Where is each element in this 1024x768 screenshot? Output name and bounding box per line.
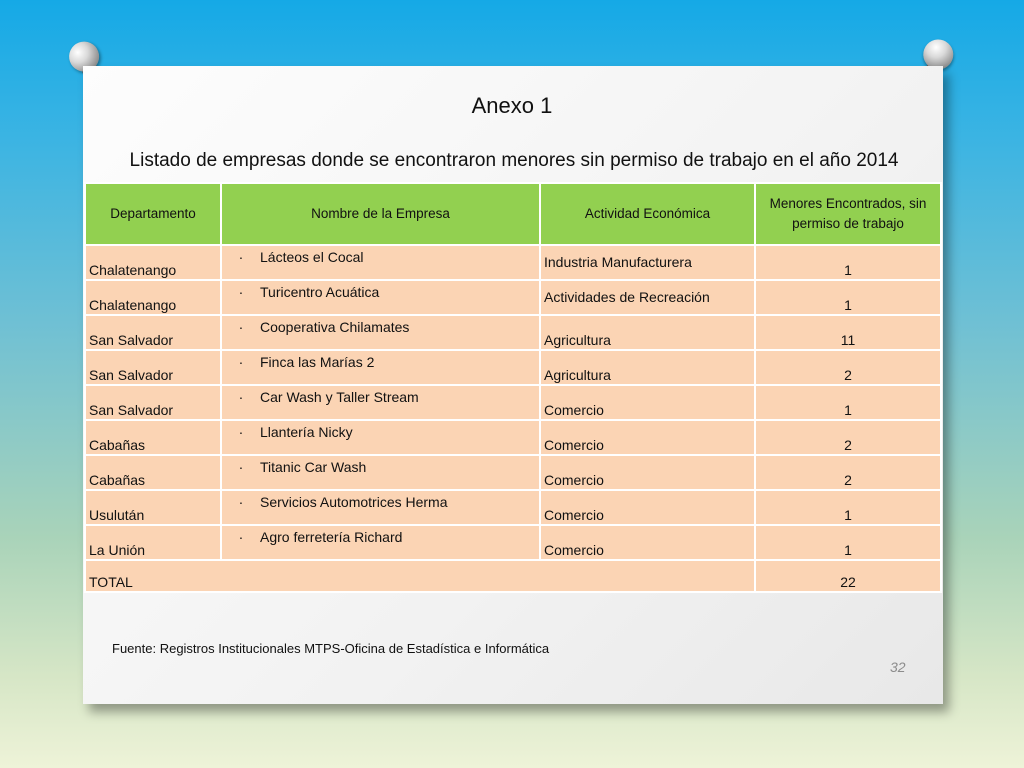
- total-value: 22: [755, 560, 941, 592]
- cell-empresa-name: Servicios Automotrices Herma: [260, 494, 448, 510]
- cell-menores: 2: [755, 420, 941, 455]
- cell-menores: 2: [755, 455, 941, 490]
- cell-menores: 1: [755, 245, 941, 280]
- cell-empresa: [221, 315, 540, 350]
- cell-departamento: San Salvador: [85, 350, 221, 385]
- total-row: [85, 560, 941, 592]
- table-row: [85, 280, 941, 315]
- cell-menores: 1: [755, 280, 941, 315]
- header-departamento: Departamento: [85, 183, 221, 245]
- cell-empresa: [221, 245, 540, 280]
- cell-departamento: Chalatenango: [85, 280, 221, 315]
- bullet: ·: [238, 249, 244, 265]
- bullet: ·: [238, 284, 244, 300]
- cell-departamento: Cabañas: [85, 420, 221, 455]
- cell-menores: 2: [755, 350, 941, 385]
- cell-actividad: Agricultura: [540, 350, 755, 385]
- cell-actividad: Comercio: [540, 525, 755, 560]
- cell-empresa: [221, 525, 540, 560]
- table-row: [85, 455, 941, 490]
- header-actividad: Actividad Económica: [540, 183, 755, 245]
- cell-empresa-name: Lácteos el Cocal: [260, 249, 364, 265]
- table-row: [85, 350, 941, 385]
- slide-title: Anexo 1: [471, 93, 553, 118]
- table-row: [85, 490, 941, 525]
- cell-empresa: [221, 490, 540, 525]
- cell-departamento: La Unión: [85, 525, 221, 560]
- cell-actividad: Comercio: [540, 490, 755, 525]
- cell-empresa-name: Titanic Car Wash: [260, 459, 367, 475]
- cell-departamento: San Salvador: [85, 315, 221, 350]
- table-header-row: [85, 183, 941, 245]
- cell-actividad: Industria Manufacturera: [540, 245, 755, 280]
- cell-empresa: [221, 350, 540, 385]
- bullet: ·: [238, 319, 244, 335]
- table-row: [85, 385, 941, 420]
- cell-actividad: Comercio: [540, 385, 755, 420]
- cell-menores: 1: [755, 525, 941, 560]
- table-caption: Listado de empresas donde se encontraron menores sin permiso de trabajo en el año 2014: [129, 150, 899, 171]
- header-menores: Menores Encontrados, sin permiso de trabajo: [755, 183, 941, 245]
- table-row: [85, 245, 941, 280]
- bullet: ·: [238, 389, 244, 405]
- bullet: ·: [238, 494, 244, 510]
- cell-departamento: Chalatenango: [85, 245, 221, 280]
- table-row: [85, 525, 941, 560]
- cell-actividad: Actividades de Recreación: [540, 280, 755, 315]
- cell-empresa-name: Turicentro Acuática: [260, 284, 380, 300]
- table-row: [85, 420, 941, 455]
- page-number: 32: [890, 659, 906, 675]
- cell-empresa: [221, 420, 540, 455]
- cell-departamento: Cabañas: [85, 455, 221, 490]
- total-label: TOTAL: [85, 560, 755, 592]
- cell-empresa: [221, 385, 540, 420]
- bullet: ·: [238, 424, 244, 440]
- cell-departamento: San Salvador: [85, 385, 221, 420]
- header-empresa: Nombre de la Empresa: [221, 183, 540, 245]
- companies-table: [84, 182, 942, 593]
- cell-empresa: [221, 455, 540, 490]
- bullet: ·: [238, 529, 244, 545]
- cell-actividad: Agricultura: [540, 315, 755, 350]
- cell-menores: 1: [755, 490, 941, 525]
- cell-empresa-name: Car Wash y Taller Stream: [260, 389, 419, 405]
- cell-empresa-name: Finca las Marías 2: [260, 354, 375, 370]
- cell-empresa: [221, 280, 540, 315]
- cell-menores: 11: [755, 315, 941, 350]
- bullet: ·: [238, 354, 244, 370]
- cell-departamento: Usulután: [85, 490, 221, 525]
- cell-actividad: Comercio: [540, 455, 755, 490]
- cell-actividad: Comercio: [540, 420, 755, 455]
- bullet: ·: [238, 459, 244, 475]
- table-row: [85, 315, 941, 350]
- cell-empresa-name: Agro ferretería Richard: [260, 529, 403, 545]
- cell-empresa-name: Cooperativa Chilamates: [260, 319, 410, 335]
- cell-empresa-name: Llantería Nicky: [260, 424, 353, 440]
- source-note: Fuente: Registros Institucionales MTPS-Oficina de Estadística e Informática: [112, 641, 550, 656]
- cell-menores: 1: [755, 385, 941, 420]
